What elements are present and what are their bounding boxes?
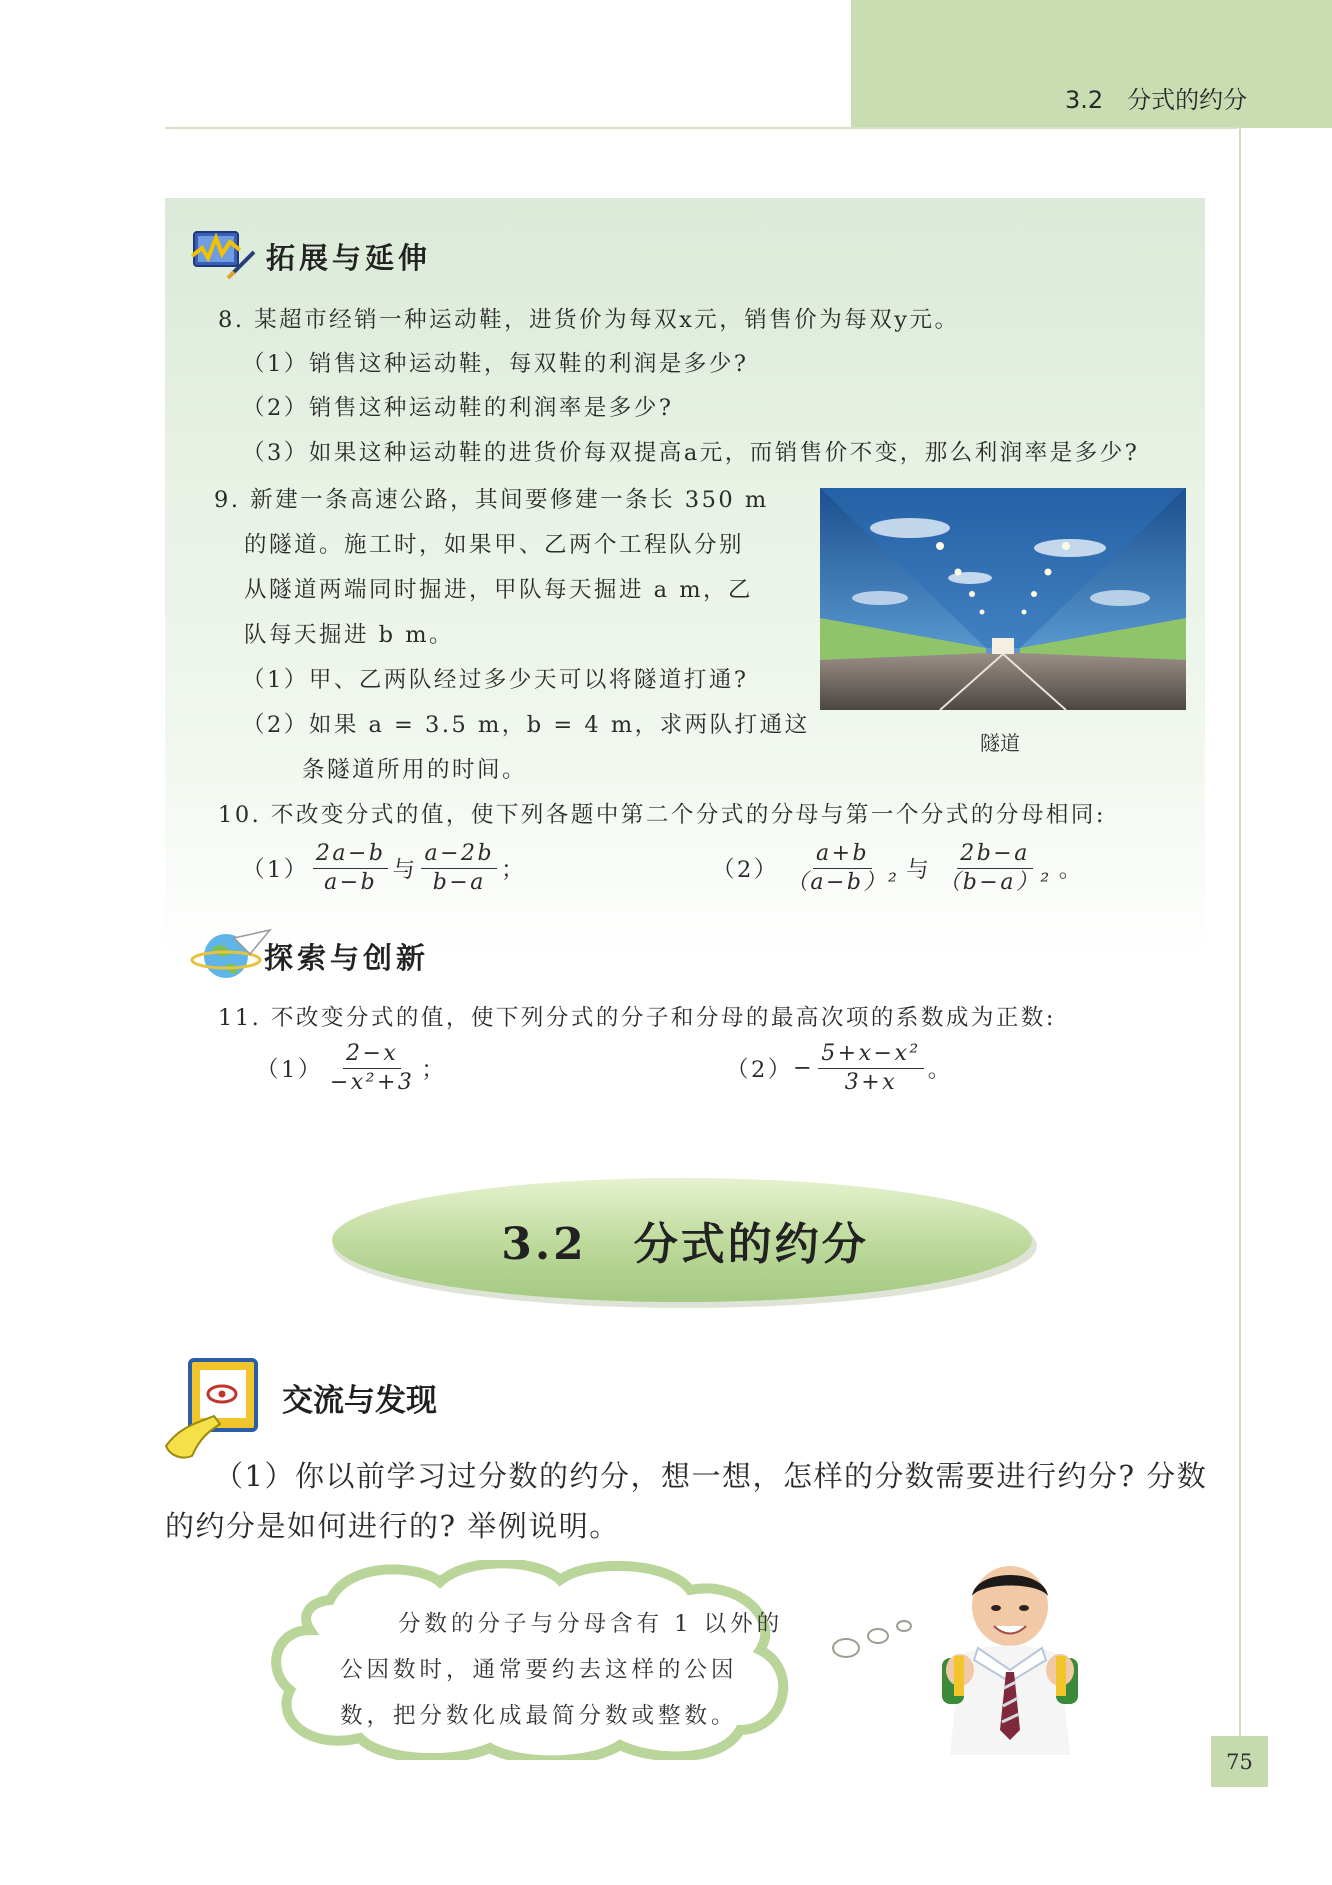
thought-bubble (270, 1560, 810, 1760)
q10-p1-conjunction: 与 (392, 857, 418, 883)
q10-p1-end: ； (501, 857, 527, 883)
tunnel-photo (820, 488, 1186, 710)
discover-title: 交流与发现 (282, 1383, 437, 1419)
fraction-numerator: 2a−b (313, 840, 389, 869)
q10-p1-fraction-b (421, 840, 497, 896)
fraction-numerator: a+b (813, 840, 872, 869)
fraction-numerator: 2−x (343, 1040, 401, 1069)
bubble-line1: 分数的分子与分母含有 1 以外的 (398, 1611, 784, 1637)
q8-stem: 8. 某超市经销一种运动鞋，进货价为每双x元，销售价为每双y元。 (218, 307, 960, 333)
extension-chart-icon (188, 228, 260, 282)
q11-p2-label: （2） (726, 1057, 793, 1083)
q10-p2-end: 。 (1058, 857, 1084, 883)
fraction-numerator: 2b−a (957, 840, 1033, 869)
q9-part1: （1）甲、乙两队经过多少天可以将隧道打通? (242, 667, 749, 693)
q8-part2: （2）销售这种运动鞋的利润率是多少? (242, 395, 674, 421)
q9-part2: （2）如果 a = 3.5 m，b = 4 m，求两队打通这 (242, 712, 810, 738)
q10-part1 (242, 840, 526, 896)
fraction-denominator: a−b (324, 869, 378, 895)
thought-dots (826, 1612, 922, 1662)
fraction-denominator: −x²+3 (329, 1069, 415, 1095)
q10-p1-fraction-a (313, 840, 389, 896)
q9-line4: 队每天掘进 b m。 (244, 622, 455, 648)
q9-part2-cont: 条隧道所用的时间。 (302, 757, 528, 783)
running-header: 3.2 分式的约分 (1065, 86, 1248, 114)
section-title: 3.2 分式的约分 (501, 1219, 869, 1270)
q10-p2-label: （2） (712, 857, 779, 883)
q11-part2 (726, 1040, 953, 1096)
q8-part3: （3）如果这种运动鞋的进货价每双提高a元，而销售价不变，那么利润率是多少? (242, 440, 1140, 466)
q11-p1-label: （1） (256, 1057, 323, 1083)
q10-part2 (712, 840, 1084, 896)
q11-p2-fraction (818, 1040, 924, 1096)
side-rule (1239, 128, 1241, 1778)
explore-title: 探索与创新 (264, 941, 430, 975)
header-rule (165, 127, 1237, 129)
q10-p1-label: （1） (242, 857, 309, 883)
q9-line3: 从隧道两端同时掘进，甲队每天掘进 a m，乙 (244, 577, 754, 603)
q8-part1: （1）销售这种运动鞋，每双鞋的利润是多少? (242, 351, 749, 377)
q9-line2: 的隧道。施工时，如果甲、乙两个工程队分别 (244, 532, 745, 558)
fraction-numerator: a−2b (421, 840, 497, 869)
fraction-denominator: （a−b）² (785, 869, 900, 895)
boy-illustration (920, 1560, 1100, 1755)
fraction-numerator: 5+x−x² (818, 1040, 924, 1069)
q11-p2-end: 。 (927, 1057, 953, 1083)
section-banner (330, 1170, 1040, 1310)
q10-p2-fraction-a (783, 840, 902, 896)
discover-para-line1: （1）你以前学习过分数的约分，想一想，怎样的分数需要进行约分? 分数 (214, 1459, 1208, 1493)
q10-p2-fraction-b (935, 840, 1054, 896)
fraction-denominator: b−a (432, 869, 486, 895)
q11-p2-sign: − (792, 1055, 815, 1081)
bubble-line3: 数，把分数化成最简分数或整数。 (340, 1703, 738, 1729)
discover-para-line2: 的约分是如何进行的? 举例说明。 (165, 1509, 620, 1543)
q10-p2-conjunction: 与 (906, 857, 932, 883)
q11-p1-fraction (327, 1040, 418, 1096)
fraction-denominator: （b−a）² (938, 869, 1052, 895)
page-number: 75 (1226, 1750, 1253, 1774)
bubble-line2: 公因数时，通常要约去这样的公因 (340, 1657, 738, 1683)
q11-p1-end: ； (421, 1057, 447, 1083)
extension-title: 拓展与延伸 (266, 241, 432, 275)
q10-stem: 10. 不改变分式的值，使下列各题中第二个分式的分母与第一个分式的分母相同: (218, 802, 1107, 828)
q11-part1 (256, 1040, 446, 1096)
discover-hand-icon (160, 1356, 272, 1468)
fraction-denominator: 3+x (844, 1069, 898, 1095)
q9-line1: 9. 新建一条高速公路，其间要修建一条长 350 m (214, 487, 769, 513)
q11-stem: 11. 不改变分式的值，使下列分式的分子和分母的最高次项的系数成为正数: (218, 1005, 1057, 1031)
photo-caption: 隧道 (980, 731, 1020, 755)
